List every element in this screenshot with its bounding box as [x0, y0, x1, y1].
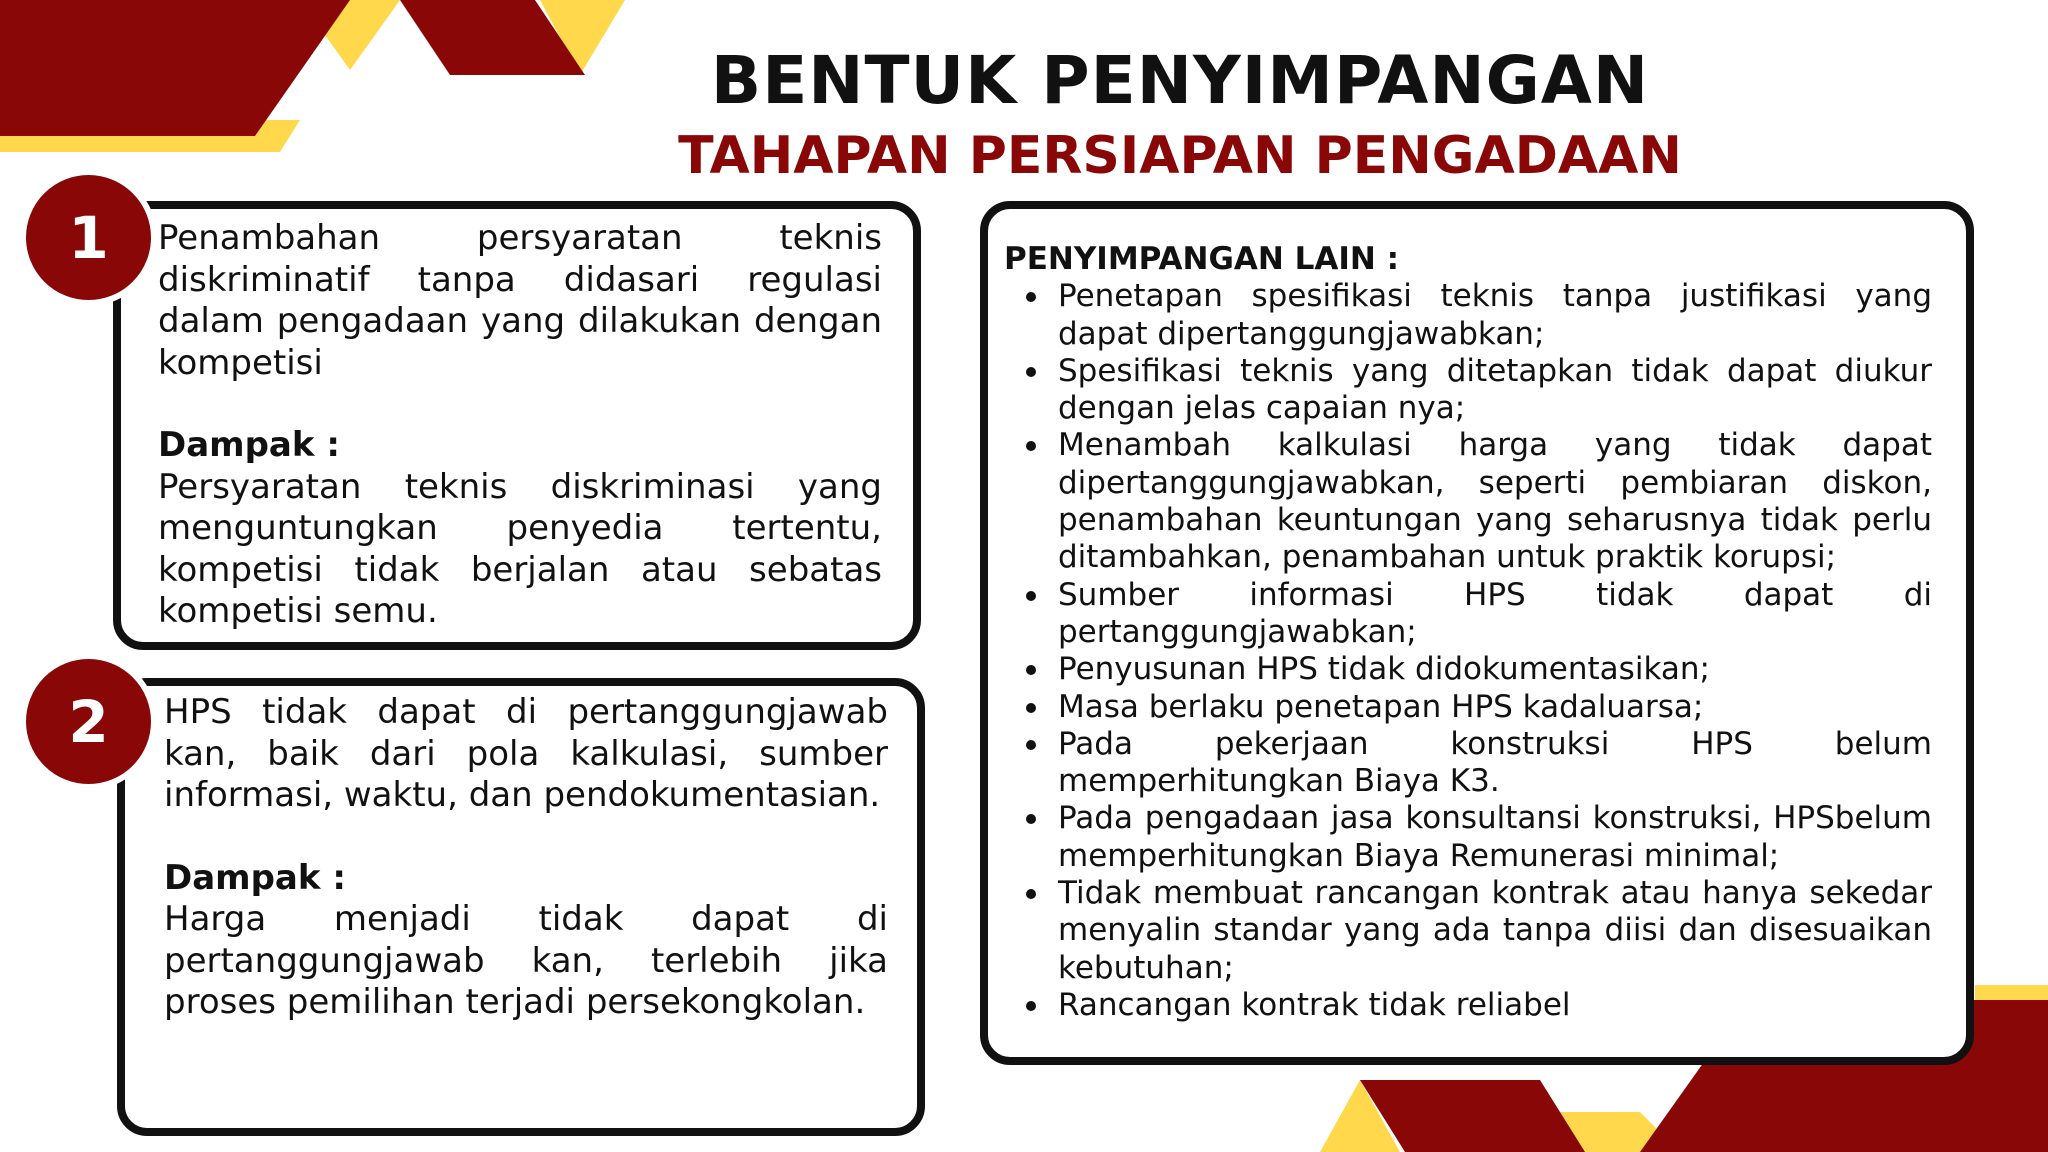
list-item: Sumber informasi HPS tidak dapat di pertanggungjawabkan;: [1004, 577, 1932, 652]
list-item: Tidak membuat rancangan kontrak atau hanya sekedar menyalin standar yang ada tanpa diisi dan disesuaikan kebutuhan;: [1004, 875, 1932, 987]
list-item: Pada pengadaan jasa konsultansi konstruksi, HPSbelum memperhitungkan Biaya Remunerasi minimal;: [1004, 800, 1932, 875]
penyimpangan-lain-title: PENYIMPANGAN LAIN :: [1004, 241, 1400, 277]
card-2-description: HPS tidak dapat di pertanggungjawab kan, baik dari pola kalkulasi, sumber informasi, waktu, dan pendokumentasian.: [164, 692, 888, 815]
card-1-content: [158, 218, 882, 633]
list-item: Spesifikasi teknis yang ditetapkan tidak dapat diukur dengan jelas capaian nya;: [1004, 353, 1932, 428]
card-2-content: [164, 692, 888, 1024]
card-1-description: Penambahan persyaratan teknis diskriminatif tanpa didasari regulasi dalam pengadaan yang dilakukan dengan kompetisi: [158, 218, 882, 383]
card-1-dampak-label: Dampak :: [158, 425, 340, 465]
deco-top-left-maroon-block: [0, 0, 350, 136]
deco-bottom-right-yellow-strip: [1975, 985, 2048, 1002]
number-badge-1: 1: [20, 169, 157, 306]
list-item: Penetapan spesifikasi teknis tanpa justifikasi yang dapat dipertanggungjawabkan;: [1004, 278, 1932, 353]
penyimpangan-lain-list: [1004, 278, 1932, 1024]
penyimpangan-lain-section: [1004, 241, 1932, 1024]
list-item: Masa berlaku penetapan HPS kadaluarsa;: [1004, 689, 1932, 726]
page-title: BENTUK PENYIMPANGAN: [710, 42, 1650, 119]
card-2-dampak-label: Dampak :: [164, 857, 346, 898]
list-item: Pada pekerjaan konstruksi HPS belum memperhitungkan Biaya K3.: [1004, 726, 1932, 801]
page-subtitle: TAHAPAN PERSIAPAN PENGADAAN: [678, 126, 1682, 186]
list-item: Rancangan kontrak tidak reliabel: [1004, 987, 1932, 1024]
number-badge-2: 2: [20, 653, 157, 790]
card-1-dampak-text: Persyaratan teknis diskriminasi yang menguntungkan penyedia tertentu, kompetisi tidak berjalan atau sebatas kompetisi semu.: [158, 466, 882, 631]
card-2-dampak-text: Harga menjadi tidak dapat di pertanggungjawab kan, terlebih jika proses pemilihan terjadi persekongkolan.: [164, 899, 888, 1022]
list-item: Menambah kalkulasi harga yang tidak dapat dipertanggungjawabkan, seperti pembiaran diskon, penambahan keuntungan yang seharusnya tidak perlu ditambahkan, penambahan untuk praktik korupsi;: [1004, 427, 1932, 576]
list-item: Penyusunan HPS tidak didokumentasikan;: [1004, 651, 1932, 688]
